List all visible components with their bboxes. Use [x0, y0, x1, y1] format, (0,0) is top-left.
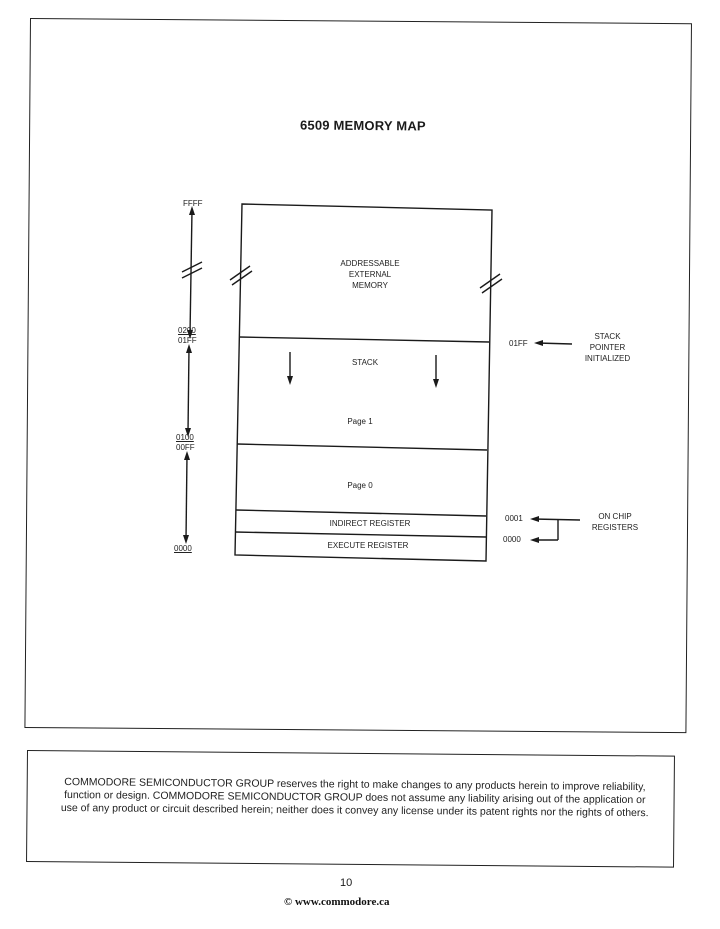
break-mark-span [182, 262, 202, 272]
diagram-title: 6509 MEMORY MAP [299, 117, 426, 134]
address-label-01ff: 01FF [178, 336, 197, 345]
break-mark-right [482, 279, 502, 293]
divider-0200 [239, 337, 489, 342]
stack-address-label: 01FF [509, 339, 528, 348]
region-execute-register: EXECUTE REGISTER [327, 541, 409, 550]
arrowhead-stack-right [433, 379, 439, 388]
arrowhead-reg-0000 [530, 537, 539, 543]
register-address-0000: 0000 [503, 535, 521, 544]
span-line-middle [188, 348, 189, 433]
region-page-1: Page 1 [347, 417, 373, 426]
address-label-0200: 0200 [178, 326, 196, 335]
on-chip-registers-note: ON CHIP REGISTERS [591, 512, 639, 532]
region-stack: STACK [351, 358, 379, 367]
arrowhead-stack-left [287, 376, 293, 385]
address-label-ffff: FFFF [183, 199, 203, 208]
break-mark-right [480, 274, 500, 288]
website-watermark: © www.commodore.ca [284, 896, 390, 908]
disclaimer-text: COMMODORE SEMICONDUCTOR GROUP reserves the right to make changes to any products herein to improve reliability, function or design. COMMODORE SEMICONDUCTOR GROUP does not assume any liability arising out of the application or use of any product or circuit described herein; neither does it convey any license under its patent rights nor the rights of others. [60, 776, 649, 820]
address-label-0100: 0100 [176, 433, 194, 442]
break-mark-left [232, 271, 252, 285]
divider-execute [235, 532, 486, 537]
span-line-lower [186, 455, 187, 540]
region-external-memory: ADDRESSABLE EXTERNAL MEMORY [340, 259, 400, 290]
address-label-00ff: 00FF [176, 443, 195, 452]
arrowhead-down-lower [183, 535, 189, 544]
divider-0100 [237, 444, 487, 450]
register-arrow-top [533, 519, 580, 520]
stack-pointer-note: STACK POINTER INITIALIZED [584, 332, 631, 363]
page-number: 10 [340, 877, 353, 889]
arrowhead-reg-0001 [530, 516, 539, 522]
register-address-0001: 0001 [505, 514, 523, 523]
arrowhead-stack-pointer [534, 340, 543, 346]
divider-indirect [236, 510, 486, 516]
address-label-0000: 0000 [174, 544, 192, 553]
region-indirect-register: INDIRECT REGISTER [329, 519, 411, 528]
break-mark-span [182, 268, 202, 278]
region-page-0: Page 0 [347, 481, 373, 490]
